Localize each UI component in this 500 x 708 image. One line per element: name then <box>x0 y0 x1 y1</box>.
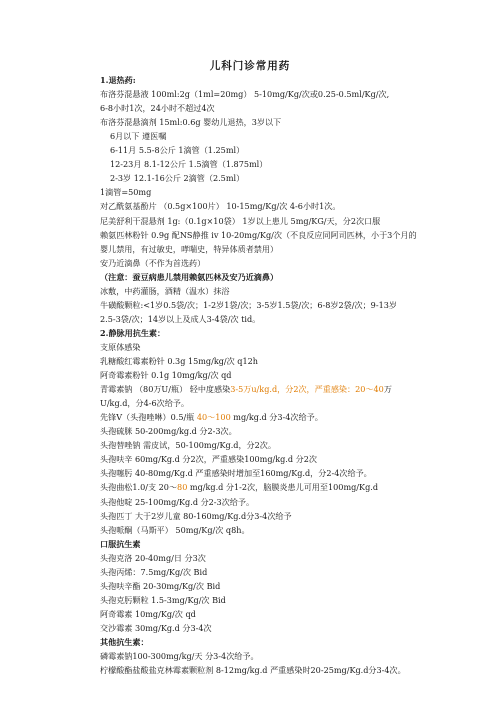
document-line <box>100 411 323 423</box>
document-line: 12-23月 8.1-12公斤 1.5滴管（1.875ml） <box>110 159 268 170</box>
document-line: 口服抗生素 <box>100 538 141 549</box>
document-line: 布洛芬混悬液 100ml:2g（1ml=20mg） 5-10mg/Kg/次或0.25-0.5ml/Kg/次, <box>100 89 390 100</box>
line-segment: mg/kg.d 分3-4次给予。 <box>230 412 323 423</box>
document-line: 尼美舒利干混悬剂 1g:（0.1g×10袋） 1岁以上患儿 5mg/KG/天，分2次口服 <box>100 215 381 226</box>
document-line: 6-11月 5.5-8公斤 1滴管（1.25ml） <box>110 145 245 156</box>
document-line: 头孢替唑钠 需皮试，50-100mg/Kg.d，分2次。 <box>100 440 276 451</box>
document-line: 头孢哌酮（马斯平） 50mg/Kg/次 q8h。 <box>100 524 250 535</box>
document-line: 婴儿禁用，有过敏史，哮喘史，特异体质者禁用） <box>100 243 279 254</box>
document-line: 头孢克洛 20-40mg/日 分3次 <box>100 552 206 563</box>
line-segment: 头孢曲松1.0/支 20～ <box>100 482 178 493</box>
line-segment: 青霉素钠 （80万U/瓶） 轻中度感染 <box>100 384 231 395</box>
document-line: 1.退热药: <box>100 75 136 85</box>
document-line: 乳糖酸红霉素粉针 0.3g 15mg/kg/次 q12h <box>100 356 259 366</box>
document-line: （注意：蚕豆病患儿禁用赖氨匹林及安乃近滴鼻） <box>100 271 279 282</box>
document-line: 6-8小时1次，24小时不超过4次 <box>100 103 215 114</box>
document-line: 其他抗生素： <box>100 637 149 647</box>
document-line: 头孢丙烯：7.5mg/Kg/次 Bid <box>100 566 208 577</box>
document-line: 2.静脉用抗生素： <box>100 327 166 338</box>
document-line: 柠檬酸酯盐酸盐克林霉素颗粒剂 8-12mg/kg.d 严重感染时20-25mg/Kg.d分3-4次。 <box>100 665 406 676</box>
line-segment: 先锋Ⅴ（头孢唑啉）0.5/瓶 <box>100 412 197 423</box>
document-line: 阿奇霉素 10mg/Kg/次 qd <box>100 608 196 619</box>
document-line <box>100 383 392 395</box>
document-line: 头孢匹丁 大于2岁儿童 80-160mg/Kg.d分3-4次给予 <box>100 510 292 521</box>
document-line: U/kg.d，分4-6次给予。 <box>100 398 189 409</box>
document-line <box>100 481 378 493</box>
document-line: 1滴管=50mg <box>100 187 152 198</box>
document-line: 2.5-3袋/次；14岁以上及成人3-4袋/次 tid。 <box>100 313 261 324</box>
document-line: 头孢他啶 25-100mg/Kg.d 分2-3次给予。 <box>100 496 255 507</box>
document-line: 阿奇霉素粉针 0.1g 10mg/kg/次 qd <box>100 370 232 381</box>
document-line: 安乃近滴鼻（不作为首选药） <box>100 257 206 268</box>
document-line: 6月以下 遵医嘱 <box>110 131 167 142</box>
document-line: 布洛芬混悬滴剂 15ml:0.6g 婴幼儿退热，3岁以下 <box>100 117 282 128</box>
line-segment: 万 <box>383 384 392 395</box>
document-line: 对乙酰氨基酚片 （0.5g×100片） 10-15mg/Kg/次 4-6小时1次。 <box>100 201 341 212</box>
document-line: 头孢克肟颗粒 1.5-3mg/Kg/次 Bid <box>100 594 226 605</box>
line-segment: mg/kg.d 分1-2次，脑膜炎患儿可用至100mg/Kg.d <box>187 482 379 493</box>
document-line: 冰敷，中药灌肠，酒精（温水）抹浴 <box>100 285 230 296</box>
document-line: 头孢噻肟 40-80mg/Kg.d 严重感染时增加至160mg/Kg.d，分2-4次给予。 <box>100 468 372 479</box>
highlighted-dose: 80 <box>177 482 188 493</box>
document-line: 头孢呋辛 60mg/Kg.d 分2次，严重感染100mg/kg.d 分2次 <box>100 454 317 465</box>
document-line: 支原体感染 <box>100 341 141 352</box>
document-line: 2-3岁 12.1-16公斤 2滴管（2.5ml） <box>110 173 245 184</box>
document-line: 交沙霉素 30mg/Kg.d 分3-4次 <box>100 622 212 633</box>
document-line: 磷霉素钠100-300mg/kg/天 分3-4次给予。 <box>100 651 259 662</box>
page-title: 儿科门诊常用药 <box>209 60 291 72</box>
highlighted-dose: 40～100 <box>196 412 231 423</box>
document-line: 头孢呋辛酯 20-30mg/Kg/次 Bid <box>100 580 221 591</box>
highlighted-dose: 3-5万u/kg.d，分2次，严重感染：20～40 <box>230 384 384 395</box>
document-line: 赖氨匹林粉针 0.9g 配NS静推 iv 10-20mg/Kg/次（不良反应同阿司匹林，小于3个月的 <box>100 229 417 240</box>
document-line: 头孢硫脒 50-200mg/kg.d 分2-3次。 <box>100 426 237 437</box>
document-line: 牛磺酸颗粒:<1岁0.5袋/次；1-2岁1袋/次；3-5岁1.5袋/次；6-8岁2袋/次；9-13岁 <box>100 299 397 310</box>
